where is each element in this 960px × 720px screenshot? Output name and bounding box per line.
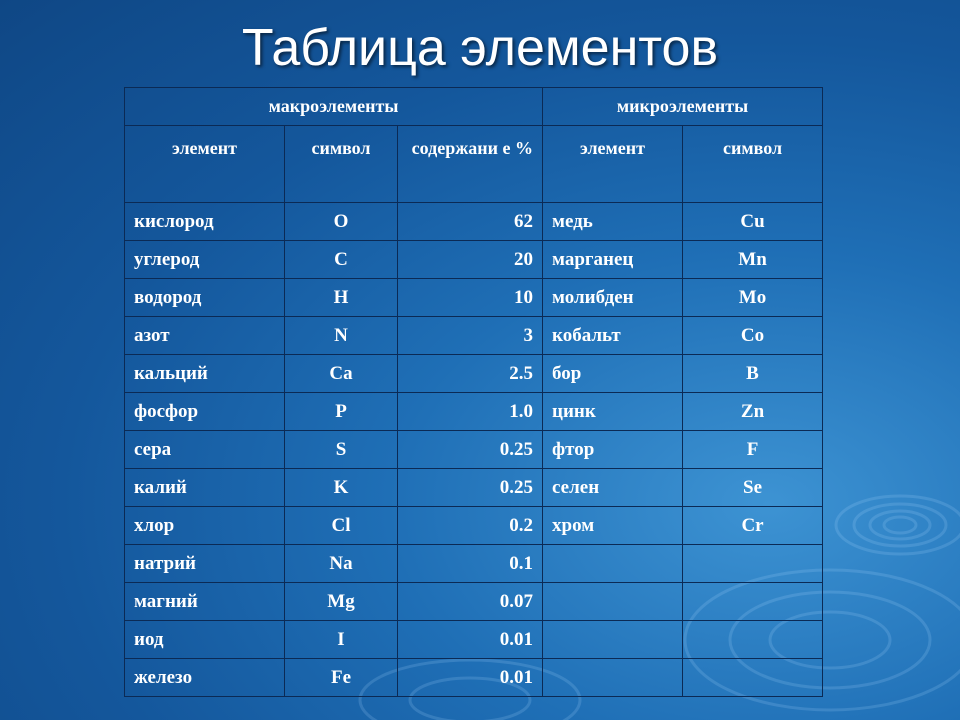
macro-content-cell: 3 (398, 317, 543, 355)
micro-symbol-cell: F (683, 431, 823, 469)
micro-symbol-cell (683, 545, 823, 583)
column-header-micro-element: элемент (543, 126, 683, 203)
macro-element-cell: углерод (125, 241, 285, 279)
macro-symbol-cell: C (285, 241, 398, 279)
table-row (125, 203, 823, 241)
macro-content-cell: 0.07 (398, 583, 543, 621)
macro-symbol-cell: Cl (285, 507, 398, 545)
macro-symbol-cell: O (285, 203, 398, 241)
macro-content-cell: 10 (398, 279, 543, 317)
macro-element-cell: калий (125, 469, 285, 507)
macro-content-cell: 0.25 (398, 431, 543, 469)
macro-symbol-cell: K (285, 469, 398, 507)
micro-element-cell: фтор (543, 431, 683, 469)
table-row (125, 583, 823, 621)
table-row (125, 621, 823, 659)
macroelements-header: макроэлементы (125, 88, 543, 126)
table-row (125, 469, 823, 507)
macro-content-cell: 0.25 (398, 469, 543, 507)
table-row (125, 659, 823, 697)
macro-content-cell: 0.2 (398, 507, 543, 545)
macro-element-cell: хлор (125, 507, 285, 545)
macro-content-cell: 1.0 (398, 393, 543, 431)
macro-element-cell: фосфор (125, 393, 285, 431)
micro-symbol-cell: Cu (683, 203, 823, 241)
column-header-content: содержани е % (398, 126, 543, 203)
macro-content-cell: 62 (398, 203, 543, 241)
micro-symbol-cell: B (683, 355, 823, 393)
micro-symbol-cell: Mn (683, 241, 823, 279)
micro-element-cell: бор (543, 355, 683, 393)
micro-symbol-cell (683, 583, 823, 621)
macro-element-cell: натрий (125, 545, 285, 583)
micro-symbol-cell: Cr (683, 507, 823, 545)
table-row (125, 393, 823, 431)
micro-element-cell (543, 621, 683, 659)
table-row (125, 279, 823, 317)
micro-element-cell (543, 659, 683, 697)
column-header-element: элемент (125, 126, 285, 203)
micro-element-cell: селен (543, 469, 683, 507)
micro-element-cell: хром (543, 507, 683, 545)
micro-symbol-cell: Mo (683, 279, 823, 317)
table-row (125, 507, 823, 545)
macro-symbol-cell: H (285, 279, 398, 317)
macro-content-cell: 20 (398, 241, 543, 279)
macro-element-cell: сера (125, 431, 285, 469)
micro-symbol-cell (683, 621, 823, 659)
macro-element-cell: кальций (125, 355, 285, 393)
macro-content-cell: 0.01 (398, 659, 543, 697)
micro-element-cell: цинк (543, 393, 683, 431)
elements-table (124, 87, 823, 697)
table-row (125, 317, 823, 355)
micro-element-cell: медь (543, 203, 683, 241)
table-row (125, 355, 823, 393)
macro-content-cell: 2.5 (398, 355, 543, 393)
table-row (125, 431, 823, 469)
micro-element-cell (543, 583, 683, 621)
macro-content-cell: 0.1 (398, 545, 543, 583)
macro-symbol-cell: Mg (285, 583, 398, 621)
micro-element-cell: марганец (543, 241, 683, 279)
micro-symbol-cell: Se (683, 469, 823, 507)
micro-symbol-cell: Co (683, 317, 823, 355)
macro-element-cell: кислород (125, 203, 285, 241)
column-header-micro-symbol: символ (683, 126, 823, 203)
micro-symbol-cell (683, 659, 823, 697)
macro-symbol-cell: I (285, 621, 398, 659)
table-row (125, 545, 823, 583)
macro-element-cell: железо (125, 659, 285, 697)
table-body (125, 203, 823, 697)
macro-symbol-cell: Na (285, 545, 398, 583)
column-header-symbol: символ (285, 126, 398, 203)
macro-content-cell: 0.01 (398, 621, 543, 659)
macro-symbol-cell: Ca (285, 355, 398, 393)
macro-symbol-cell: P (285, 393, 398, 431)
micro-element-cell: кобальт (543, 317, 683, 355)
micro-element-cell (543, 545, 683, 583)
macro-element-cell: магний (125, 583, 285, 621)
macro-symbol-cell: S (285, 431, 398, 469)
macro-symbol-cell: N (285, 317, 398, 355)
macro-symbol-cell: Fe (285, 659, 398, 697)
macro-element-cell: водород (125, 279, 285, 317)
microelements-header: микроэлементы (543, 88, 823, 126)
slide-title: Таблица элементов (241, 19, 719, 77)
micro-element-cell: молибден (543, 279, 683, 317)
macro-element-cell: иод (125, 621, 285, 659)
table-row (125, 241, 823, 279)
macro-element-cell: азот (125, 317, 285, 355)
micro-symbol-cell: Zn (683, 393, 823, 431)
